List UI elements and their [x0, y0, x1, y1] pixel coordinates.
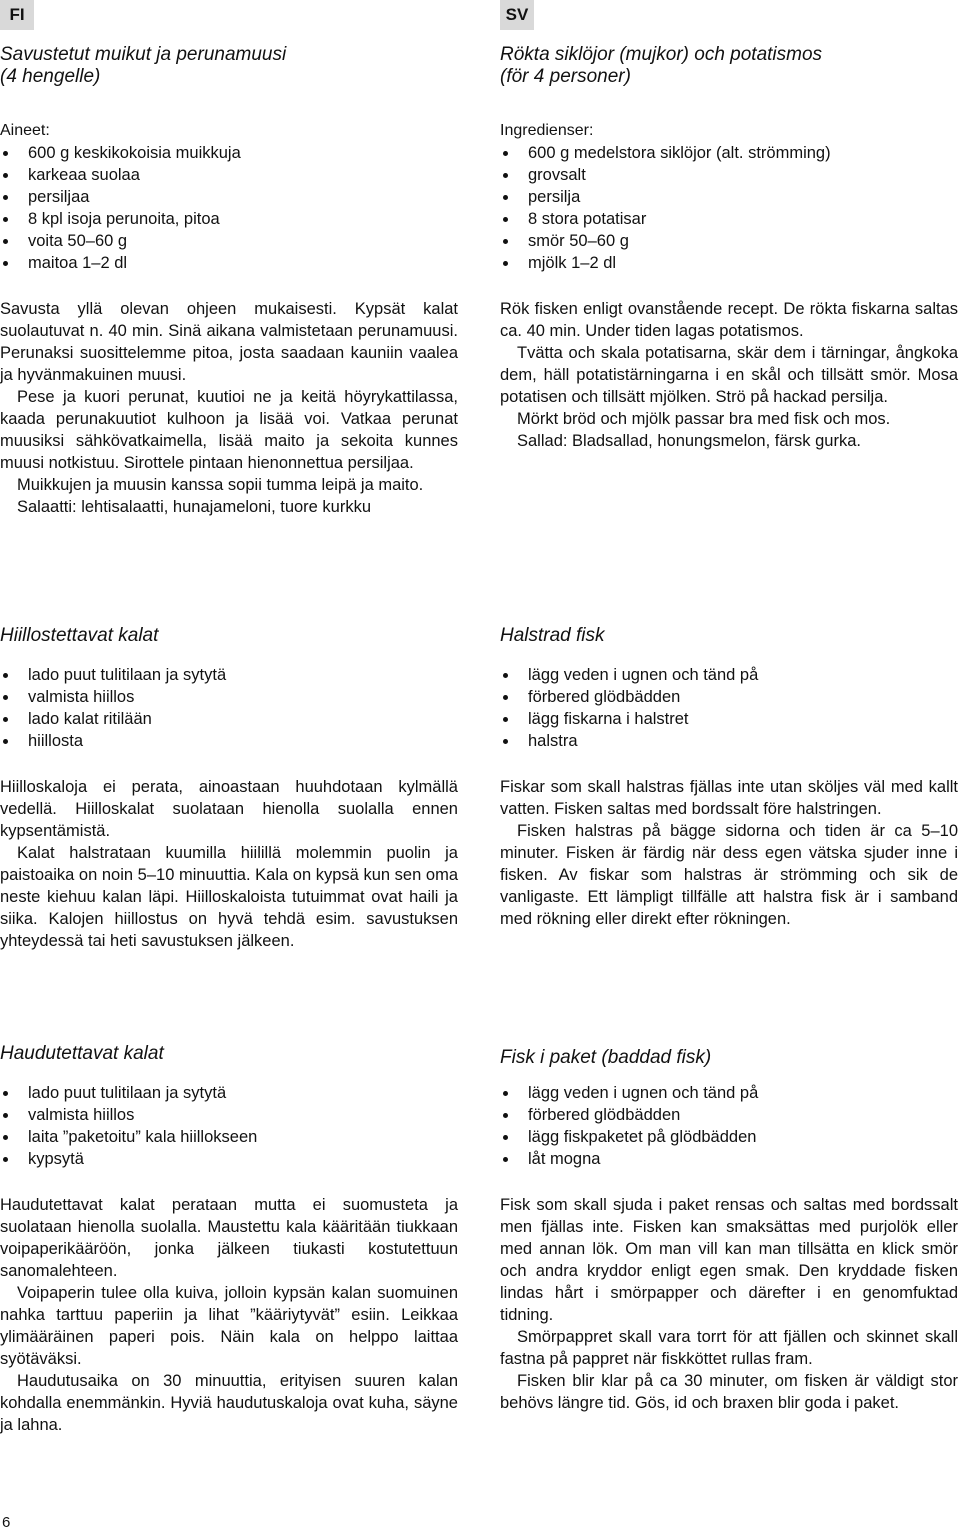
ingredient-list [500, 142, 958, 274]
list-item: hiillosta [0, 730, 458, 752]
list-item: laita ”paketoitu” kala hiillokseen [0, 1126, 458, 1148]
paragraph: Kalat halstrataan kuumilla hiilillä molemmin puolin ja paistoaika on noin 5–10 minuuttia. Kala on kypsä kun sen oma neste kiehuu kalan läpi. Hiilloskaloista tutuimmat ovat haili ja siika. Kalojen hiillostus on hyvä tehdä esim. savustuksen yhteydessä tai heti savustuksen jälkeen. [0, 844, 458, 950]
paragraph: Fiskar som skall halstras fjällas inte utan sköljes väl med kallt vatten. Fisken saltas med bordssalt före halstringen. [500, 778, 958, 818]
list-item: lado kalat ritilään [0, 708, 458, 730]
list-item: lägg fiskpaketet på glödbädden [500, 1126, 958, 1148]
section-title: Haudutettavat kalat [0, 1043, 164, 1064]
list-item: persiljaa [0, 186, 458, 208]
section-title: Halstrad fisk [500, 625, 605, 646]
list-item: grovsalt [500, 164, 958, 186]
list-item: 8 stora potatisar [500, 208, 958, 230]
step-list [500, 664, 958, 752]
list-item: lägg fiskarna i halstret [500, 708, 958, 730]
list-item: lägg veden i ugnen och tänd på [500, 664, 958, 686]
list-item: 600 g medelstora siklöjor (alt. strömming) [500, 142, 958, 164]
recipe-smoked-vendace-sv [500, 44, 958, 452]
recipe-title: Savustetut muikut ja perunamuusi (4 hengelle) [0, 44, 287, 87]
list-item: persilja [500, 186, 958, 208]
language-tab-fi: FI [0, 0, 34, 30]
paragraph: Smörpappret skall vara torrt för att fjällen och skinnet skall fastna på pappret när fiskköttet rullas fram. [500, 1328, 958, 1368]
recipe-title: Rökta siklöjor (mujkor) och potatismos (för 4 personer) [500, 44, 823, 87]
list-item: voita 50–60 g [0, 230, 458, 252]
paragraph: Muikkujen ja muusin kanssa sopii tumma leipä ja maito. [17, 476, 424, 494]
step-list [500, 1082, 958, 1170]
list-item: halstra [500, 730, 958, 752]
section-title: Hiillostettavat kalat [0, 625, 159, 646]
list-item: 600 g keskikokoisia muikkuja [0, 142, 458, 164]
section-fish-in-package-sv [500, 1047, 958, 1414]
section-grilled-fish-sv [500, 625, 958, 930]
list-item: mjölk 1–2 dl [500, 252, 958, 274]
ingredient-list [0, 142, 458, 274]
paragraph: Salaatti: lehtisalaatti, hunajameloni, tuore kurkku [17, 498, 372, 516]
paragraph: Pese ja kuori perunat, kuutioi ne ja keitä höyrykattilassa, kaada perunakuutiot kulhoon ja lisää voi. Vatkaa perunat muusiksi sähkövatkaimella, lisää maito ja sekoita kunnes muusi notkistuu. Sirottele pintaan hienonnettua persiljaa. [0, 388, 458, 472]
section-title: Fisk i paket (baddad fisk) [500, 1047, 712, 1068]
section-steamed-fish-fi [0, 1043, 458, 1436]
list-item: lado puut tulitilaan ja sytytä [0, 1082, 458, 1104]
paragraph: Haudutettavat kalat perataan mutta ei suomusteta ja suolataan hienolla suolalla. Maustettu kala kääritään tiukkaan voipaperikääröön, jonka jälkeen tiukasti kostutettuun sanomalehteen. [0, 1196, 458, 1280]
language-tab-sv: SV [500, 0, 534, 30]
paragraph: Voipaperin tulee olla kuiva, jolloin kypsän kalan suomuinen nahka tarttuu paperiin ja lihat ”kääriytyvät” esiin. Leikkaa ylimääräinen paperi pois. Näin kala on helppo laittaa syötäväksi. [0, 1284, 458, 1368]
paragraph: Rök fisken enligt ovanstående recept. De rökta fiskarna saltas ca. 40 min. Under tiden lagas potatismos. [500, 300, 958, 340]
list-item: maitoa 1–2 dl [0, 252, 458, 274]
paragraph: Haudutusaika on 30 minuuttia, erityisen suuren kalan kohdalla enemmänkin. Hyviä haudutuskaloja ovat kuha, säyne ja lahna. [0, 1372, 458, 1434]
ingredients-label: Aineet: [0, 122, 50, 139]
list-item: lado puut tulitilaan ja sytytä [0, 664, 458, 686]
step-list [0, 1082, 458, 1170]
list-item: 8 kpl isoja perunoita, pitoa [0, 208, 458, 230]
paragraph: Savusta yllä olevan ohjeen mukaisesti. Kypsät kalat suolautuvat n. 40 min. Sinä aikana valmistetaan perunamuusi. Perunaksi suosittelemme pitoa, josta saadaan kauniin vaalea ja hyvänmakuinen muusi. [0, 300, 458, 384]
paragraph: Hiilloskaloja ei perata, ainoastaan huuhdotaan kylmällä vedellä. Hiilloskalat suolataan hienolla suolalla ennen kypsentämistä. [0, 778, 458, 840]
paragraph: Mörkt bröd och mjölk passar bra med fisk och mos. [517, 410, 891, 428]
list-item: förbered glödbädden [500, 686, 958, 708]
paragraph: Fisken blir klar på ca 30 minuter, om fisken är väldigt stor behövs längre tid. Gös, id och braxen blir goda i paket. [500, 1372, 958, 1412]
step-list [0, 664, 458, 752]
list-item: smör 50–60 g [500, 230, 958, 252]
list-item: låt mogna [500, 1148, 958, 1170]
list-item: valmista hiillos [0, 1104, 458, 1126]
list-item: förbered glödbädden [500, 1104, 958, 1126]
list-item: lägg veden i ugnen och tänd på [500, 1082, 958, 1104]
paragraph: Fisk som skall sjuda i paket rensas och saltas med bordssalt men fjällas inte. Fisken kan smaksättas med purjolök eller med annan lök. Om man vill kan man tillsätta en klick smör och andra kryddor enligt egen smak. Den kryddade fisken lindas hårt i smörpapper och därefter i en genomfuktad tidning. [500, 1196, 958, 1324]
page-number: 6 [2, 1514, 11, 1531]
recipe-smoked-vendace-fi [0, 44, 458, 518]
paragraph: Sallad: Bladsallad, honungsmelon, färsk gurka. [517, 432, 861, 450]
list-item: valmista hiillos [0, 686, 458, 708]
list-item: karkeaa suolaa [0, 164, 458, 186]
paragraph: Tvätta och skala potatisarna, skär dem i tärningar, ångkoka dem, häll potatistärningarna i en skål och tillsätt smör. Mosa potatisen och tillsätt mjölken. Strö på hackad persilja. [500, 344, 958, 406]
ingredients-label: Ingredienser: [500, 122, 594, 139]
paragraph: Fisken halstras på bägge sidorna och tiden är ca 5–10 minuter. Fisken är färdig när dess egen vätska sjuder inne i fisken. Av fiskar som halstras är strömming och sik de vanligaste. Ett lämpligt tillfälle att halstra fisk är i samband med rökning eller direkt efter rökningen. [500, 822, 958, 928]
list-item: kypsytä [0, 1148, 458, 1170]
section-grilled-fish-fi [0, 625, 458, 952]
